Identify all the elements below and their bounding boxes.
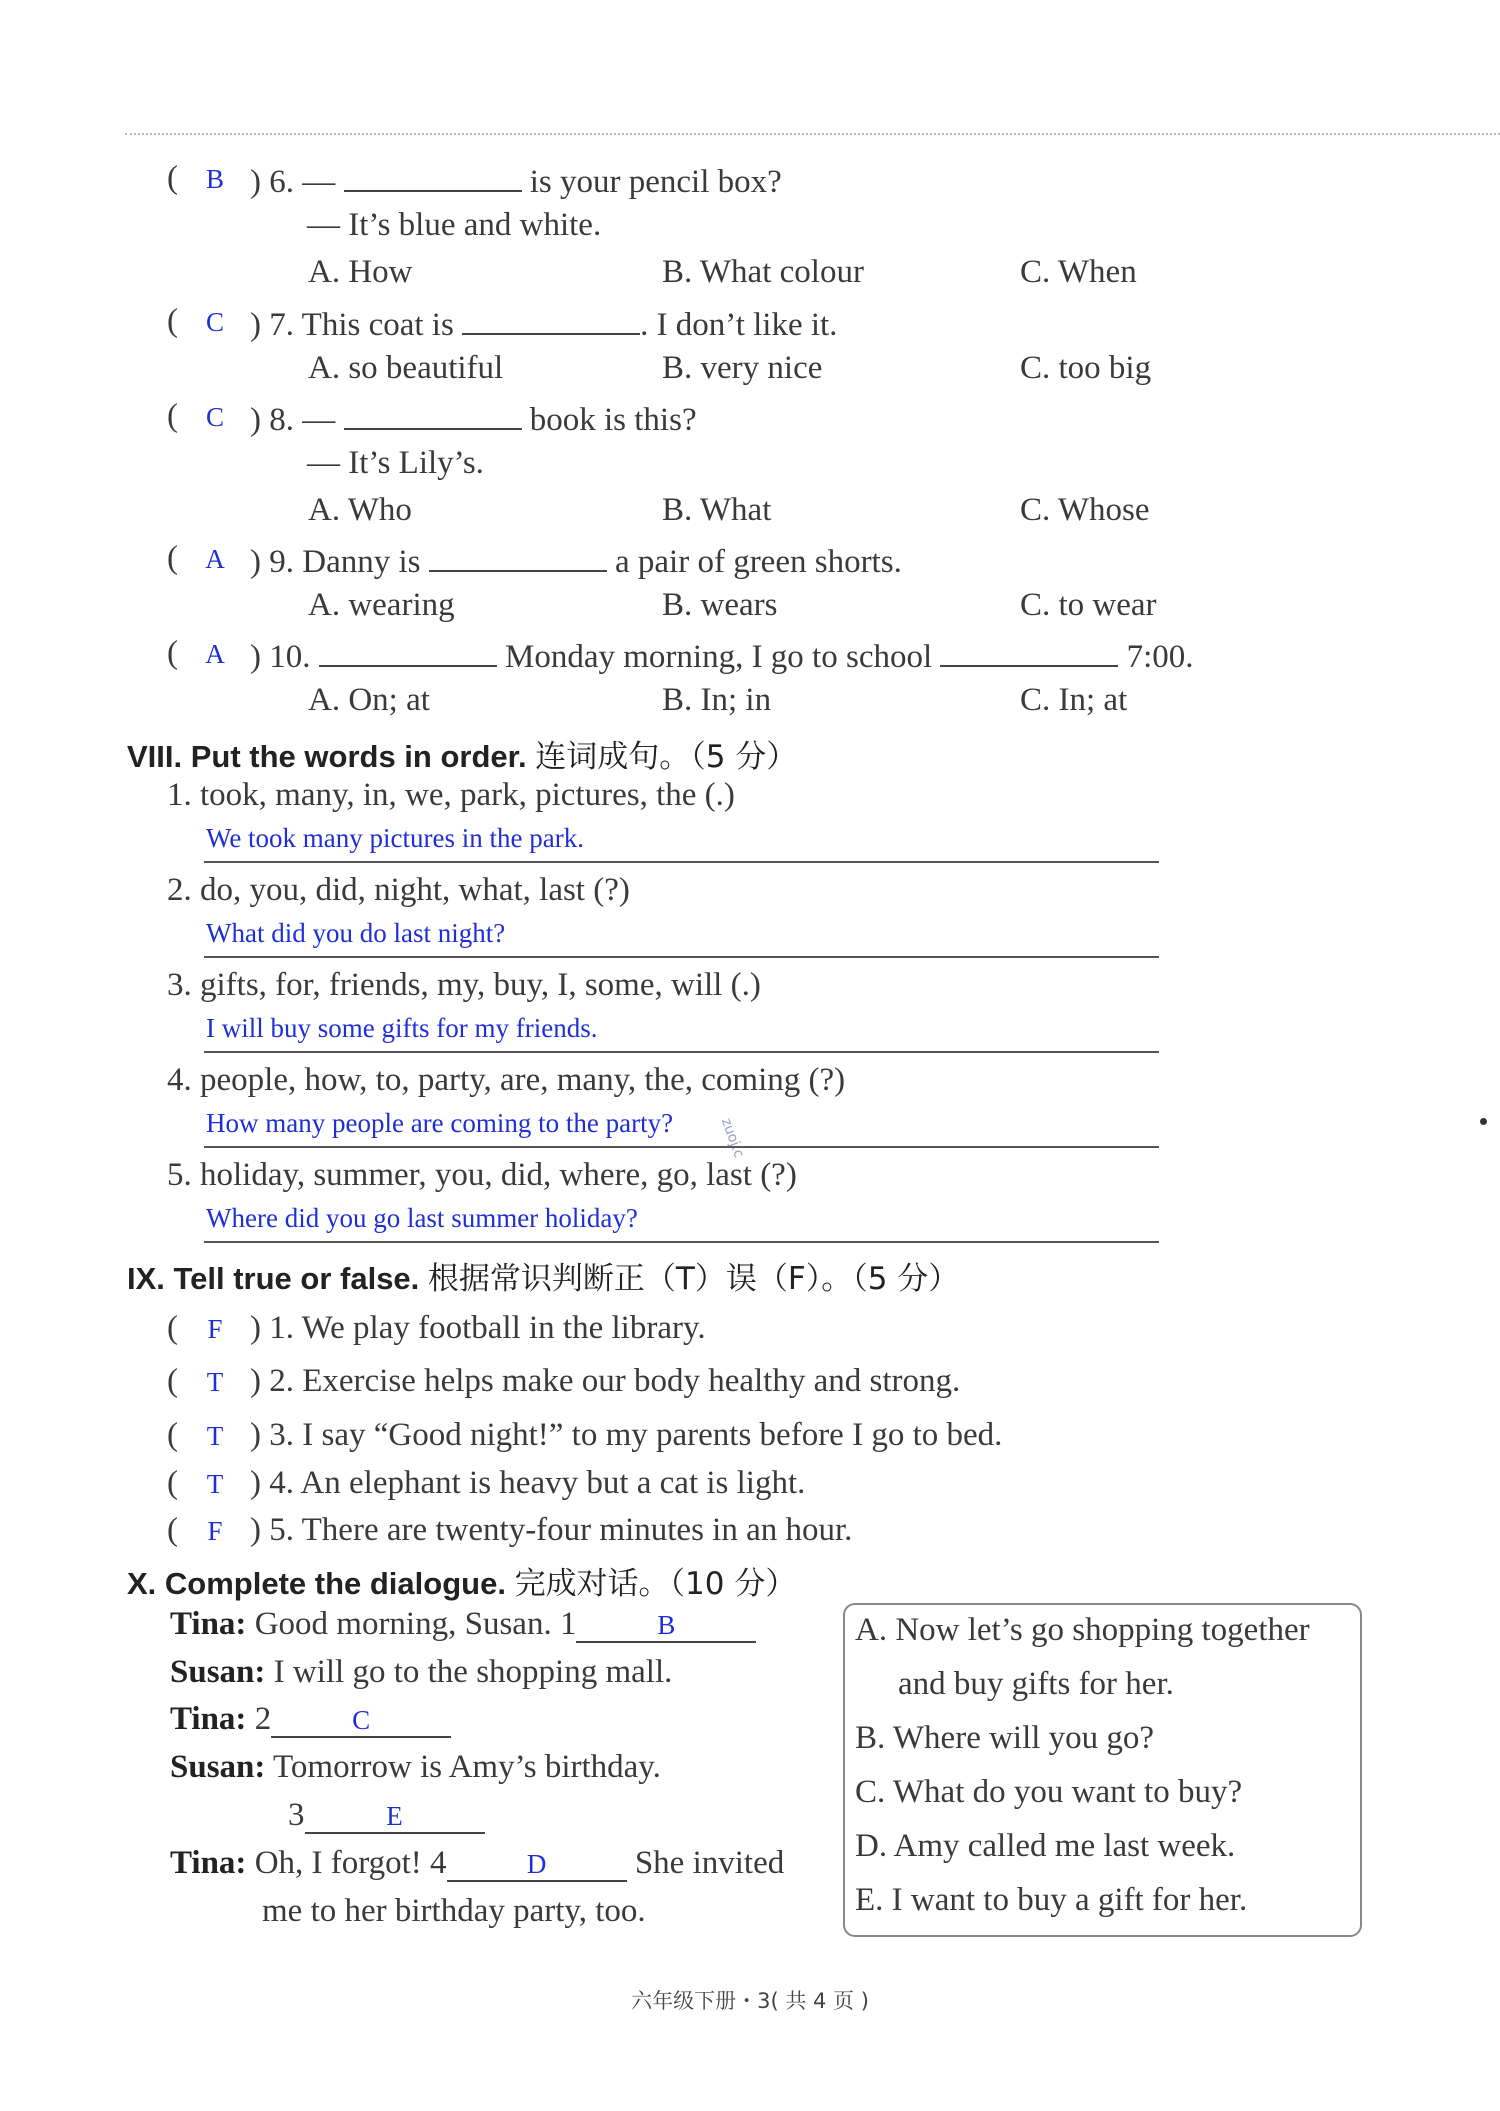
answer-line	[204, 1146, 1159, 1148]
answer-line	[204, 956, 1159, 958]
dialogue-option: D. Amy called me last week.	[855, 1828, 1236, 1864]
dialogue-line: me to her birthday party, too.	[262, 1893, 646, 1929]
tf-bracket: (	[167, 1417, 178, 1453]
tf-question: ) 5. There are twenty-four minutes in an hour.	[250, 1512, 853, 1548]
word-order-answer: What did you do last night?	[206, 918, 506, 948]
mc-answer: B	[205, 164, 224, 194]
mc-question: ) 10. Monday morning, I go to school 7:00.	[250, 635, 1194, 676]
mc-line2: — It’s Lily’s.	[307, 445, 484, 481]
mc-bracket: (	[167, 160, 178, 196]
section-10-title: X. Complete the dialogue. 完成对话。（10 分）	[127, 1566, 797, 1602]
option-a: A. so beautiful	[308, 350, 504, 386]
mc-answer: A	[205, 639, 225, 669]
option-c: C. In; at	[1020, 682, 1128, 718]
word-order-question: 3. gifts, for, friends, my, buy, I, some, will (.)	[167, 967, 761, 1003]
dialogue-line: Tina: Good morning, Susan. 1 B	[170, 1606, 756, 1643]
dialogue-option: and buy gifts for her.	[898, 1666, 1174, 1702]
section-8-title: VIII. Put the words in order. 连词成句。（5 分）	[127, 739, 798, 775]
answer-line	[204, 1051, 1159, 1053]
option-b: B. What	[662, 492, 772, 528]
option-a: A. On; at	[308, 682, 430, 718]
mc-bracket: (	[167, 635, 178, 671]
option-b: B. wears	[662, 587, 778, 623]
option-c: C. When	[1020, 254, 1137, 290]
tf-answer: T	[206, 1421, 224, 1451]
word-order-question: 5. holiday, summer, you, did, where, go, last (?)	[167, 1157, 797, 1193]
dialogue-line: Susan: I will go to the shopping mall.	[170, 1654, 673, 1690]
word-order-answer: I will buy some gifts for my friends.	[206, 1013, 598, 1043]
mc-answer: C	[205, 402, 224, 432]
mc-question: ) 9. Danny is a pair of green shorts.	[250, 540, 902, 581]
mc-answer: C	[205, 307, 224, 337]
dialogue-line: 3 E	[288, 1797, 485, 1834]
option-a: A. Who	[308, 492, 412, 528]
option-c: C. to wear	[1020, 587, 1157, 623]
option-a: A. wearing	[308, 587, 455, 623]
dialogue-option: A. Now let’s go shopping together	[855, 1612, 1310, 1648]
dialogue-option: B. Where will you go?	[855, 1720, 1155, 1756]
mc-bracket: (	[167, 303, 178, 339]
section-9-title: IX. Tell true or false. 根据常识判断正（T）误（F）。（5 分）	[127, 1261, 960, 1297]
tf-question: ) 2. Exercise helps make our body healthy and strong.	[250, 1363, 961, 1399]
mc-question: ) 8. — book is this?	[250, 398, 697, 439]
word-order-answer: Where did you go last summer holiday?	[206, 1203, 638, 1233]
option-b: B. very nice	[662, 350, 823, 386]
top-dotted-divider	[125, 133, 1500, 135]
option-a: A. How	[308, 254, 413, 290]
tf-question: ) 3. I say “Good night!” to my parents before I go to bed.	[250, 1417, 1003, 1453]
word-order-question: 4. people, how, to, party, are, many, the, coming (?)	[167, 1062, 846, 1098]
option-c: C. Whose	[1020, 492, 1150, 528]
tf-bracket: (	[167, 1465, 178, 1501]
mc-bracket: (	[167, 398, 178, 434]
tf-question: ) 4. An elephant is heavy but a cat is light.	[250, 1465, 806, 1501]
mc-bracket: (	[167, 540, 178, 576]
option-b: B. What colour	[662, 254, 864, 290]
option-b: B. In; in	[662, 682, 772, 718]
tf-bracket: (	[167, 1363, 178, 1399]
mc-question: ) 6. — is your pencil box?	[250, 160, 782, 201]
tf-question: ) 1. We play football in the library.	[250, 1310, 706, 1346]
word-order-question: 1. took, many, in, we, park, pictures, the (.)	[167, 777, 735, 813]
mc-answer: A	[205, 544, 225, 574]
dialogue-line: Susan: Tomorrow is Amy’s birthday.	[170, 1749, 661, 1785]
option-c: C. too big	[1020, 350, 1152, 386]
tf-bracket: (	[167, 1310, 178, 1346]
answer-line	[204, 1241, 1159, 1243]
word-order-answer: How many people are coming to the party?	[206, 1108, 674, 1138]
word-order-question: 2. do, you, did, night, what, last (?)	[167, 872, 630, 908]
word-order-answer: We took many pictures in the park.	[206, 823, 584, 853]
dialogue-line: Tina: Oh, I forgot! 4 D She invited	[170, 1845, 785, 1881]
tf-answer: F	[207, 1516, 223, 1546]
tf-answer: T	[206, 1469, 224, 1499]
dialogue-option: C. What do you want to buy?	[855, 1774, 1243, 1810]
tf-answer: F	[207, 1314, 223, 1344]
mc-question: ) 7. This coat is . I don’t like it.	[250, 303, 837, 344]
answer-line	[204, 861, 1159, 863]
watermark: zuoj.c	[717, 1116, 747, 1160]
stray-dot	[1480, 1118, 1487, 1125]
mc-line2: — It’s blue and white.	[307, 207, 602, 243]
tf-bracket: (	[167, 1512, 178, 1548]
dialogue-line: Tina: 2 C	[170, 1701, 451, 1738]
tf-answer: T	[206, 1367, 224, 1397]
dialogue-option: E. I want to buy a gift for her.	[855, 1882, 1248, 1918]
page-footer: 六年级下册・3( 共 4 页 )	[631, 1989, 869, 2013]
